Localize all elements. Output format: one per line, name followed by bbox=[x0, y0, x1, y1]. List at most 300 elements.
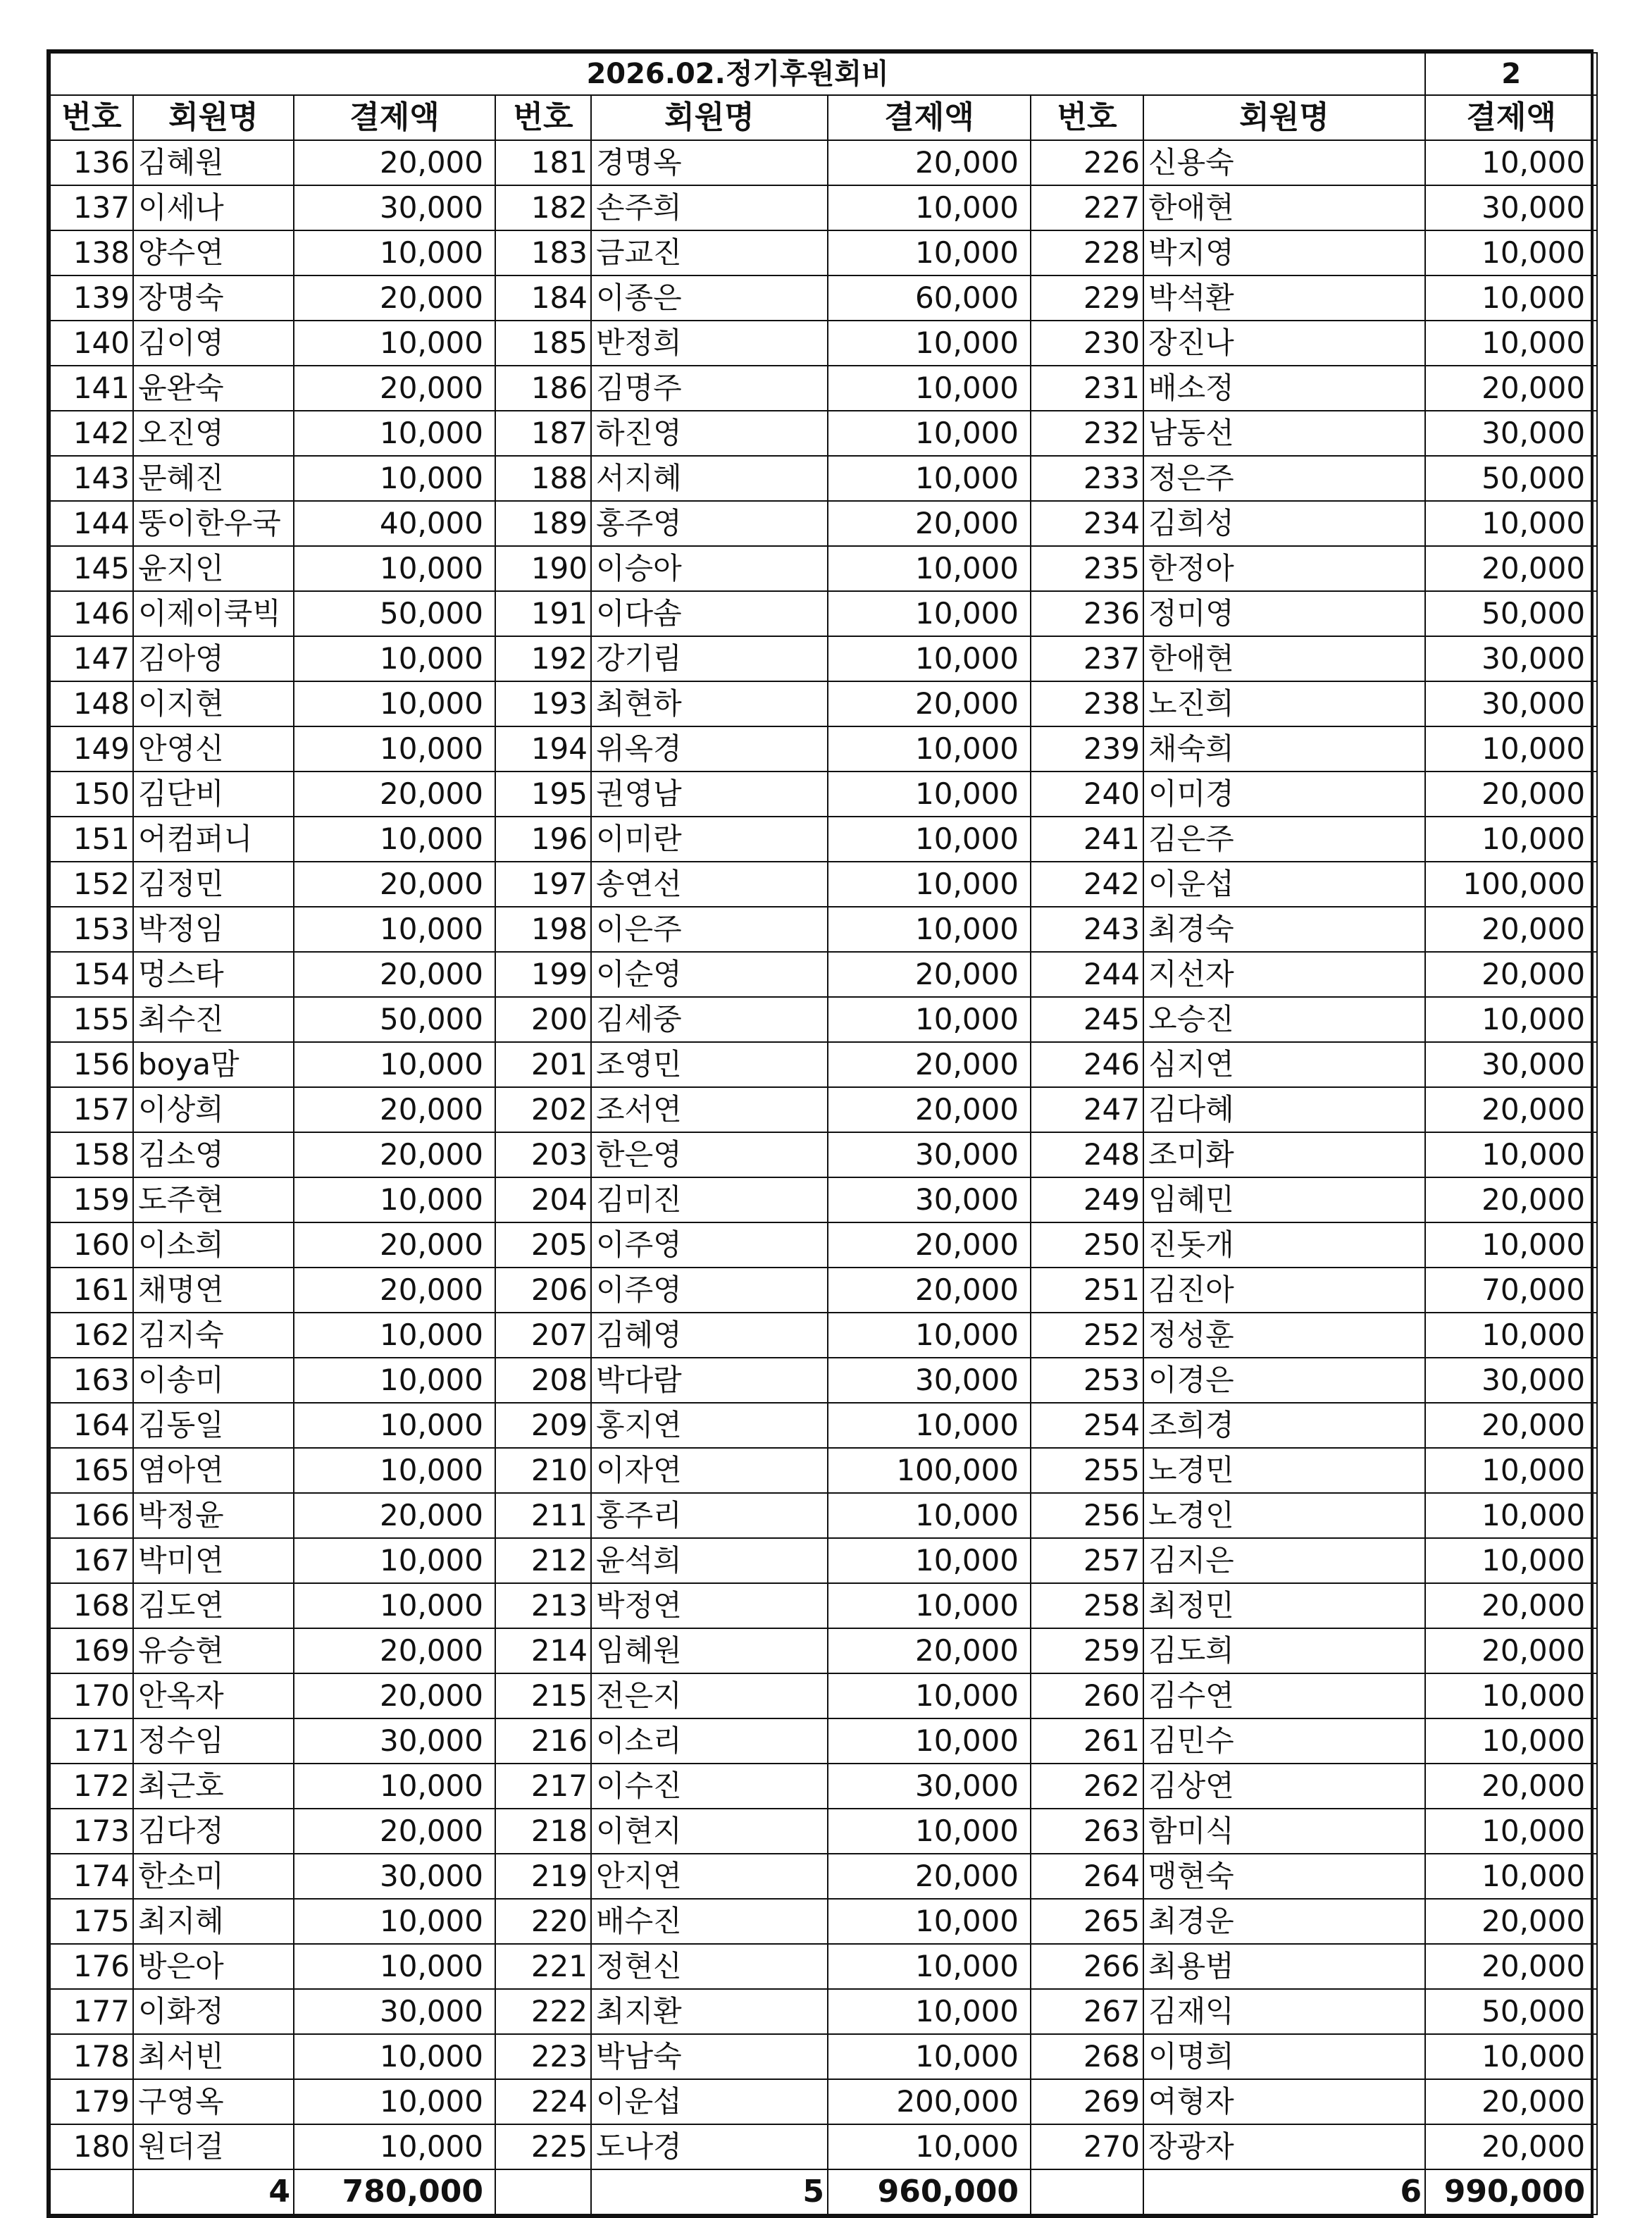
payment-amount: 10,000 bbox=[294, 726, 495, 772]
payment-amount: 10,000 bbox=[828, 2124, 1031, 2169]
table-row bbox=[50, 501, 1597, 546]
member-name: 김도희 bbox=[1143, 1628, 1425, 1673]
payment-amount: 10,000 bbox=[294, 1448, 495, 1493]
payment-amount: 50,000 bbox=[1425, 456, 1597, 501]
member-number: 233 bbox=[1031, 456, 1143, 501]
member-name: 김명주 bbox=[591, 366, 828, 411]
member-name: 오승진 bbox=[1143, 997, 1425, 1042]
member-name: 이화정 bbox=[133, 1989, 294, 2034]
payment-amount: 10,000 bbox=[1425, 1313, 1597, 1358]
member-number: 226 bbox=[1031, 140, 1143, 185]
member-name: 윤석희 bbox=[591, 1538, 828, 1583]
payment-amount: 10,000 bbox=[294, 2079, 495, 2124]
member-name: 김정민 bbox=[133, 862, 294, 907]
member-name: 노진희 bbox=[1143, 681, 1425, 726]
member-number: 175 bbox=[50, 1899, 133, 1944]
member-name: 안옥자 bbox=[133, 1673, 294, 1718]
payment-amount: 20,000 bbox=[1425, 1403, 1597, 1448]
payment-amount: 10,000 bbox=[294, 681, 495, 726]
member-name: 이승아 bbox=[591, 546, 828, 591]
member-name: 최경숙 bbox=[1143, 907, 1425, 952]
member-name: 이상희 bbox=[133, 1087, 294, 1132]
table-row bbox=[50, 907, 1597, 952]
member-number: 214 bbox=[495, 1628, 591, 1673]
payment-amount: 10,000 bbox=[294, 1944, 495, 1989]
payment-amount: 20,000 bbox=[294, 1268, 495, 1313]
member-number: 212 bbox=[495, 1538, 591, 1583]
member-number: 162 bbox=[50, 1313, 133, 1358]
member-number: 182 bbox=[495, 185, 591, 230]
payment-amount: 10,000 bbox=[294, 230, 495, 275]
member-name: 한애현 bbox=[1143, 185, 1425, 230]
payment-amount: 60,000 bbox=[828, 275, 1031, 321]
member-name: 김소영 bbox=[133, 1132, 294, 1177]
member-name: 이현지 bbox=[591, 1809, 828, 1854]
member-name: 경명옥 bbox=[591, 140, 828, 185]
member-number: 168 bbox=[50, 1583, 133, 1628]
member-name: 오진영 bbox=[133, 411, 294, 456]
member-number: 177 bbox=[50, 1989, 133, 2034]
payment-amount: 30,000 bbox=[294, 1718, 495, 1764]
member-number: 239 bbox=[1031, 726, 1143, 772]
member-number: 143 bbox=[50, 456, 133, 501]
payment-amount: 10,000 bbox=[1425, 1718, 1597, 1764]
member-number: 170 bbox=[50, 1673, 133, 1718]
payment-amount: 20,000 bbox=[294, 1132, 495, 1177]
member-number: 263 bbox=[1031, 1809, 1143, 1854]
table-row bbox=[50, 2034, 1597, 2079]
table-row bbox=[50, 185, 1597, 230]
payment-amount: 30,000 bbox=[828, 1177, 1031, 1222]
member-name: 남동선 bbox=[1143, 411, 1425, 456]
member-number: 139 bbox=[50, 275, 133, 321]
member-name: 정은주 bbox=[1143, 456, 1425, 501]
payment-amount: 200,000 bbox=[828, 2079, 1031, 2124]
member-number: 202 bbox=[495, 1087, 591, 1132]
member-number: 190 bbox=[495, 546, 591, 591]
member-name: 도주현 bbox=[133, 1177, 294, 1222]
member-name: 이순영 bbox=[591, 952, 828, 997]
payment-amount: 20,000 bbox=[294, 1673, 495, 1718]
payment-amount: 10,000 bbox=[828, 1538, 1031, 1583]
member-number: 255 bbox=[1031, 1448, 1143, 1493]
table-row bbox=[50, 1899, 1597, 1944]
member-number: 203 bbox=[495, 1132, 591, 1177]
payment-amount: 10,000 bbox=[828, 2034, 1031, 2079]
member-number: 265 bbox=[1031, 1899, 1143, 1944]
member-number: 227 bbox=[1031, 185, 1143, 230]
member-name: 박지영 bbox=[1143, 230, 1425, 275]
payment-amount: 10,000 bbox=[828, 366, 1031, 411]
payment-amount: 10,000 bbox=[828, 772, 1031, 817]
payment-amount: 10,000 bbox=[828, 1403, 1031, 1448]
payment-amount: 30,000 bbox=[1425, 681, 1597, 726]
member-number: 174 bbox=[50, 1854, 133, 1899]
member-number: 189 bbox=[495, 501, 591, 546]
member-number: 146 bbox=[50, 591, 133, 636]
payment-amount: 10,000 bbox=[828, 321, 1031, 366]
member-number: 240 bbox=[1031, 772, 1143, 817]
member-number: 216 bbox=[495, 1718, 591, 1764]
table-row bbox=[50, 411, 1597, 456]
member-number: 225 bbox=[495, 2124, 591, 2169]
payment-amount: 20,000 bbox=[1425, 366, 1597, 411]
member-name: 박정임 bbox=[133, 907, 294, 952]
member-number: 157 bbox=[50, 1087, 133, 1132]
table-row bbox=[50, 456, 1597, 501]
payment-amount: 20,000 bbox=[828, 1087, 1031, 1132]
member-name: 한정아 bbox=[1143, 546, 1425, 591]
payment-amount: 10,000 bbox=[1425, 275, 1597, 321]
member-number: 262 bbox=[1031, 1764, 1143, 1809]
member-name: 이운섭 bbox=[1143, 862, 1425, 907]
member-name: 이제이쿡빅 bbox=[133, 591, 294, 636]
member-name: 함미식 bbox=[1143, 1809, 1425, 1854]
payment-amount: 10,000 bbox=[828, 411, 1031, 456]
member-number: 236 bbox=[1031, 591, 1143, 636]
member-number: 156 bbox=[50, 1042, 133, 1087]
member-name: 조미화 bbox=[1143, 1132, 1425, 1177]
member-name: 김미진 bbox=[591, 1177, 828, 1222]
member-number: 230 bbox=[1031, 321, 1143, 366]
member-number: 208 bbox=[495, 1358, 591, 1403]
payment-amount: 10,000 bbox=[828, 862, 1031, 907]
member-name: 심지연 bbox=[1143, 1042, 1425, 1087]
member-name: 방은아 bbox=[133, 1944, 294, 1989]
column-header-amount: 결제액 bbox=[294, 95, 495, 140]
payment-amount: 20,000 bbox=[1425, 772, 1597, 817]
payment-amount: 20,000 bbox=[1425, 2079, 1597, 2124]
member-number: 181 bbox=[495, 140, 591, 185]
member-number: 264 bbox=[1031, 1854, 1143, 1899]
payment-amount: 10,000 bbox=[828, 230, 1031, 275]
member-name: 이다솜 bbox=[591, 591, 828, 636]
member-number: 197 bbox=[495, 862, 591, 907]
payment-amount: 20,000 bbox=[294, 952, 495, 997]
payment-amount: 10,000 bbox=[828, 1313, 1031, 1358]
table-row bbox=[50, 1177, 1597, 1222]
member-number: 192 bbox=[495, 636, 591, 681]
member-number: 136 bbox=[50, 140, 133, 185]
member-name: 김도연 bbox=[133, 1583, 294, 1628]
member-number: 193 bbox=[495, 681, 591, 726]
payment-amount: 10,000 bbox=[294, 1358, 495, 1403]
payment-amount: 10,000 bbox=[828, 907, 1031, 952]
member-name: 이수진 bbox=[591, 1764, 828, 1809]
member-number: 243 bbox=[1031, 907, 1143, 952]
member-name: 뚱이한우국 bbox=[133, 501, 294, 546]
payment-amount: 20,000 bbox=[1425, 1583, 1597, 1628]
member-number: 140 bbox=[50, 321, 133, 366]
payment-amount: 10,000 bbox=[294, 456, 495, 501]
table-row bbox=[50, 817, 1597, 862]
payment-amount: 10,000 bbox=[294, 636, 495, 681]
member-number: 245 bbox=[1031, 997, 1143, 1042]
payment-amount: 10,000 bbox=[1425, 1222, 1597, 1268]
member-name: 안영신 bbox=[133, 726, 294, 772]
member-number: 254 bbox=[1031, 1403, 1143, 1448]
member-number: 145 bbox=[50, 546, 133, 591]
member-number: 237 bbox=[1031, 636, 1143, 681]
member-number: 160 bbox=[50, 1222, 133, 1268]
payment-amount: 10,000 bbox=[828, 636, 1031, 681]
member-name: 정미영 bbox=[1143, 591, 1425, 636]
payment-amount: 10,000 bbox=[1425, 1448, 1597, 1493]
member-name: 반정희 bbox=[591, 321, 828, 366]
member-number: 149 bbox=[50, 726, 133, 772]
payment-amount: 10,000 bbox=[828, 185, 1031, 230]
member-number: 171 bbox=[50, 1718, 133, 1764]
payment-amount: 20,000 bbox=[828, 1222, 1031, 1268]
member-number: 241 bbox=[1031, 817, 1143, 862]
payment-amount: 30,000 bbox=[1425, 411, 1597, 456]
table-row bbox=[50, 1403, 1597, 1448]
member-name: 김다혜 bbox=[1143, 1087, 1425, 1132]
member-name: 이은주 bbox=[591, 907, 828, 952]
member-name: 장진나 bbox=[1143, 321, 1425, 366]
member-name: 최현하 bbox=[591, 681, 828, 726]
donation-sheet bbox=[46, 49, 1594, 2218]
payment-amount: 20,000 bbox=[1425, 1177, 1597, 1222]
member-name: 최정민 bbox=[1143, 1583, 1425, 1628]
member-name: 홍주영 bbox=[591, 501, 828, 546]
total-index: 6 bbox=[1143, 2169, 1425, 2214]
table-row bbox=[50, 1313, 1597, 1358]
member-name: 이운섭 bbox=[591, 2079, 828, 2124]
payment-amount: 20,000 bbox=[1425, 907, 1597, 952]
member-name: 김세중 bbox=[591, 997, 828, 1042]
member-number: 153 bbox=[50, 907, 133, 952]
payment-amount: 10,000 bbox=[1425, 2034, 1597, 2079]
member-name: 이소희 bbox=[133, 1222, 294, 1268]
member-number: 147 bbox=[50, 636, 133, 681]
member-name: 박석환 bbox=[1143, 275, 1425, 321]
member-name: 김수연 bbox=[1143, 1673, 1425, 1718]
payment-amount: 10,000 bbox=[1425, 726, 1597, 772]
payment-amount: 30,000 bbox=[1425, 185, 1597, 230]
member-number: 176 bbox=[50, 1944, 133, 1989]
payment-amount: 30,000 bbox=[828, 1358, 1031, 1403]
table-row bbox=[50, 1809, 1597, 1854]
table-row bbox=[50, 1538, 1597, 1583]
total-empty-cell bbox=[495, 2169, 591, 2214]
member-name: 임혜원 bbox=[591, 1628, 828, 1673]
payment-amount: 20,000 bbox=[294, 366, 495, 411]
member-name: 권영남 bbox=[591, 772, 828, 817]
table-row bbox=[50, 636, 1597, 681]
table-row bbox=[50, 1944, 1597, 1989]
column-header-name: 회원명 bbox=[1143, 95, 1425, 140]
member-number: 242 bbox=[1031, 862, 1143, 907]
payment-amount: 20,000 bbox=[1425, 952, 1597, 997]
table-row bbox=[50, 726, 1597, 772]
payment-amount: 20,000 bbox=[1425, 1087, 1597, 1132]
page-title: 2026.02.정기후원회비 bbox=[50, 53, 1425, 95]
member-name: 송연선 bbox=[591, 862, 828, 907]
member-number: 198 bbox=[495, 907, 591, 952]
member-name: 박정연 bbox=[591, 1583, 828, 1628]
table-row bbox=[50, 1493, 1597, 1538]
column-header-no: 번호 bbox=[50, 95, 133, 140]
member-name: 홍주리 bbox=[591, 1493, 828, 1538]
payment-amount: 20,000 bbox=[1425, 1764, 1597, 1809]
member-number: 141 bbox=[50, 366, 133, 411]
payment-amount: 20,000 bbox=[294, 1087, 495, 1132]
table-row bbox=[50, 546, 1597, 591]
member-number: 196 bbox=[495, 817, 591, 862]
payment-amount: 20,000 bbox=[1425, 1628, 1597, 1673]
member-number: 187 bbox=[495, 411, 591, 456]
member-number: 253 bbox=[1031, 1358, 1143, 1403]
member-name: 정현신 bbox=[591, 1944, 828, 1989]
member-number: 195 bbox=[495, 772, 591, 817]
payment-amount: 10,000 bbox=[828, 1944, 1031, 1989]
payment-amount: 30,000 bbox=[294, 1989, 495, 2034]
member-name: 김희성 bbox=[1143, 501, 1425, 546]
member-name: 김혜영 bbox=[591, 1313, 828, 1358]
member-number: 211 bbox=[495, 1493, 591, 1538]
member-name: 채명연 bbox=[133, 1268, 294, 1313]
member-number: 231 bbox=[1031, 366, 1143, 411]
payment-amount: 20,000 bbox=[828, 140, 1031, 185]
payment-amount: 20,000 bbox=[294, 772, 495, 817]
member-number: 220 bbox=[495, 1899, 591, 1944]
member-name: 김동일 bbox=[133, 1403, 294, 1448]
payment-amount: 10,000 bbox=[828, 1673, 1031, 1718]
member-name: 원더걸 bbox=[133, 2124, 294, 2169]
member-number: 165 bbox=[50, 1448, 133, 1493]
member-number: 235 bbox=[1031, 546, 1143, 591]
payment-amount: 30,000 bbox=[1425, 636, 1597, 681]
table-row bbox=[50, 1764, 1597, 1809]
member-name: 이경은 bbox=[1143, 1358, 1425, 1403]
member-name: 이미경 bbox=[1143, 772, 1425, 817]
member-name: 김지숙 bbox=[133, 1313, 294, 1358]
payment-amount: 20,000 bbox=[828, 1042, 1031, 1087]
member-number: 184 bbox=[495, 275, 591, 321]
member-name: 조서연 bbox=[591, 1087, 828, 1132]
member-number: 232 bbox=[1031, 411, 1143, 456]
member-number: 247 bbox=[1031, 1087, 1143, 1132]
table-row bbox=[50, 1583, 1597, 1628]
payment-amount: 50,000 bbox=[294, 591, 495, 636]
member-name: 홍지연 bbox=[591, 1403, 828, 1448]
member-number: 148 bbox=[50, 681, 133, 726]
member-number: 261 bbox=[1031, 1718, 1143, 1764]
payment-amount: 10,000 bbox=[828, 546, 1031, 591]
payment-amount: 10,000 bbox=[1425, 1132, 1597, 1177]
member-name: 양수연 bbox=[133, 230, 294, 275]
member-number: 205 bbox=[495, 1222, 591, 1268]
member-name: 김다정 bbox=[133, 1809, 294, 1854]
payment-amount: 10,000 bbox=[828, 997, 1031, 1042]
member-number: 188 bbox=[495, 456, 591, 501]
member-name: 한애현 bbox=[1143, 636, 1425, 681]
member-name: boya맘 bbox=[133, 1042, 294, 1087]
member-name: 문혜진 bbox=[133, 456, 294, 501]
payment-amount: 10,000 bbox=[1425, 1673, 1597, 1718]
member-number: 209 bbox=[495, 1403, 591, 1448]
table-row bbox=[50, 1854, 1597, 1899]
member-number: 179 bbox=[50, 2079, 133, 2124]
member-number: 151 bbox=[50, 817, 133, 862]
payment-amount: 10,000 bbox=[828, 456, 1031, 501]
payment-amount: 30,000 bbox=[828, 1764, 1031, 1809]
column-header-name: 회원명 bbox=[133, 95, 294, 140]
payment-amount: 10,000 bbox=[294, 1899, 495, 1944]
member-name: 이주영 bbox=[591, 1268, 828, 1313]
member-number: 250 bbox=[1031, 1222, 1143, 1268]
member-name: 최경운 bbox=[1143, 1899, 1425, 1944]
member-name: 전은지 bbox=[591, 1673, 828, 1718]
member-number: 183 bbox=[495, 230, 591, 275]
payment-amount: 50,000 bbox=[1425, 591, 1597, 636]
member-number: 259 bbox=[1031, 1628, 1143, 1673]
member-name: 강기림 bbox=[591, 636, 828, 681]
table-row bbox=[50, 1042, 1597, 1087]
payment-amount: 10,000 bbox=[294, 2124, 495, 2169]
member-name: 정수임 bbox=[133, 1718, 294, 1764]
member-number: 172 bbox=[50, 1764, 133, 1809]
member-name: 김단비 bbox=[133, 772, 294, 817]
total-empty-cell bbox=[1031, 2169, 1143, 2214]
member-name: 윤완숙 bbox=[133, 366, 294, 411]
payment-amount: 10,000 bbox=[294, 1538, 495, 1583]
member-name: 안지연 bbox=[591, 1854, 828, 1899]
member-name: 김이영 bbox=[133, 321, 294, 366]
member-name: 최수진 bbox=[133, 997, 294, 1042]
payment-amount: 10,000 bbox=[1425, 321, 1597, 366]
payment-amount: 30,000 bbox=[1425, 1358, 1597, 1403]
member-name: 배수진 bbox=[591, 1899, 828, 1944]
column-header-name: 회원명 bbox=[591, 95, 828, 140]
payment-amount: 10,000 bbox=[828, 1899, 1031, 1944]
member-number: 201 bbox=[495, 1042, 591, 1087]
table-row bbox=[50, 772, 1597, 817]
table-row bbox=[50, 1358, 1597, 1403]
member-name: 손주희 bbox=[591, 185, 828, 230]
payment-amount: 10,000 bbox=[294, 907, 495, 952]
member-number: 204 bbox=[495, 1177, 591, 1222]
member-name: 구영옥 bbox=[133, 2079, 294, 2124]
table-row bbox=[50, 1989, 1597, 2034]
payment-amount: 10,000 bbox=[828, 591, 1031, 636]
member-number: 144 bbox=[50, 501, 133, 546]
member-name: 최지혜 bbox=[133, 1899, 294, 1944]
member-name: 하진영 bbox=[591, 411, 828, 456]
member-number: 238 bbox=[1031, 681, 1143, 726]
payment-amount: 20,000 bbox=[828, 1628, 1031, 1673]
payment-amount: 20,000 bbox=[828, 952, 1031, 997]
table-row bbox=[50, 681, 1597, 726]
member-name: 이지현 bbox=[133, 681, 294, 726]
payment-amount: 10,000 bbox=[828, 1718, 1031, 1764]
member-number: 167 bbox=[50, 1538, 133, 1583]
member-number: 199 bbox=[495, 952, 591, 997]
payment-amount: 10,000 bbox=[1425, 230, 1597, 275]
payment-amount: 10,000 bbox=[1425, 1538, 1597, 1583]
member-number: 180 bbox=[50, 2124, 133, 2169]
member-number: 163 bbox=[50, 1358, 133, 1403]
member-number: 270 bbox=[1031, 2124, 1143, 2169]
table-row bbox=[50, 952, 1597, 997]
member-name: 멍스타 bbox=[133, 952, 294, 997]
table-row bbox=[50, 1628, 1597, 1673]
table-row bbox=[50, 1718, 1597, 1764]
page-number: 2 bbox=[1425, 53, 1597, 95]
member-number: 207 bbox=[495, 1313, 591, 1358]
member-number: 228 bbox=[1031, 230, 1143, 275]
